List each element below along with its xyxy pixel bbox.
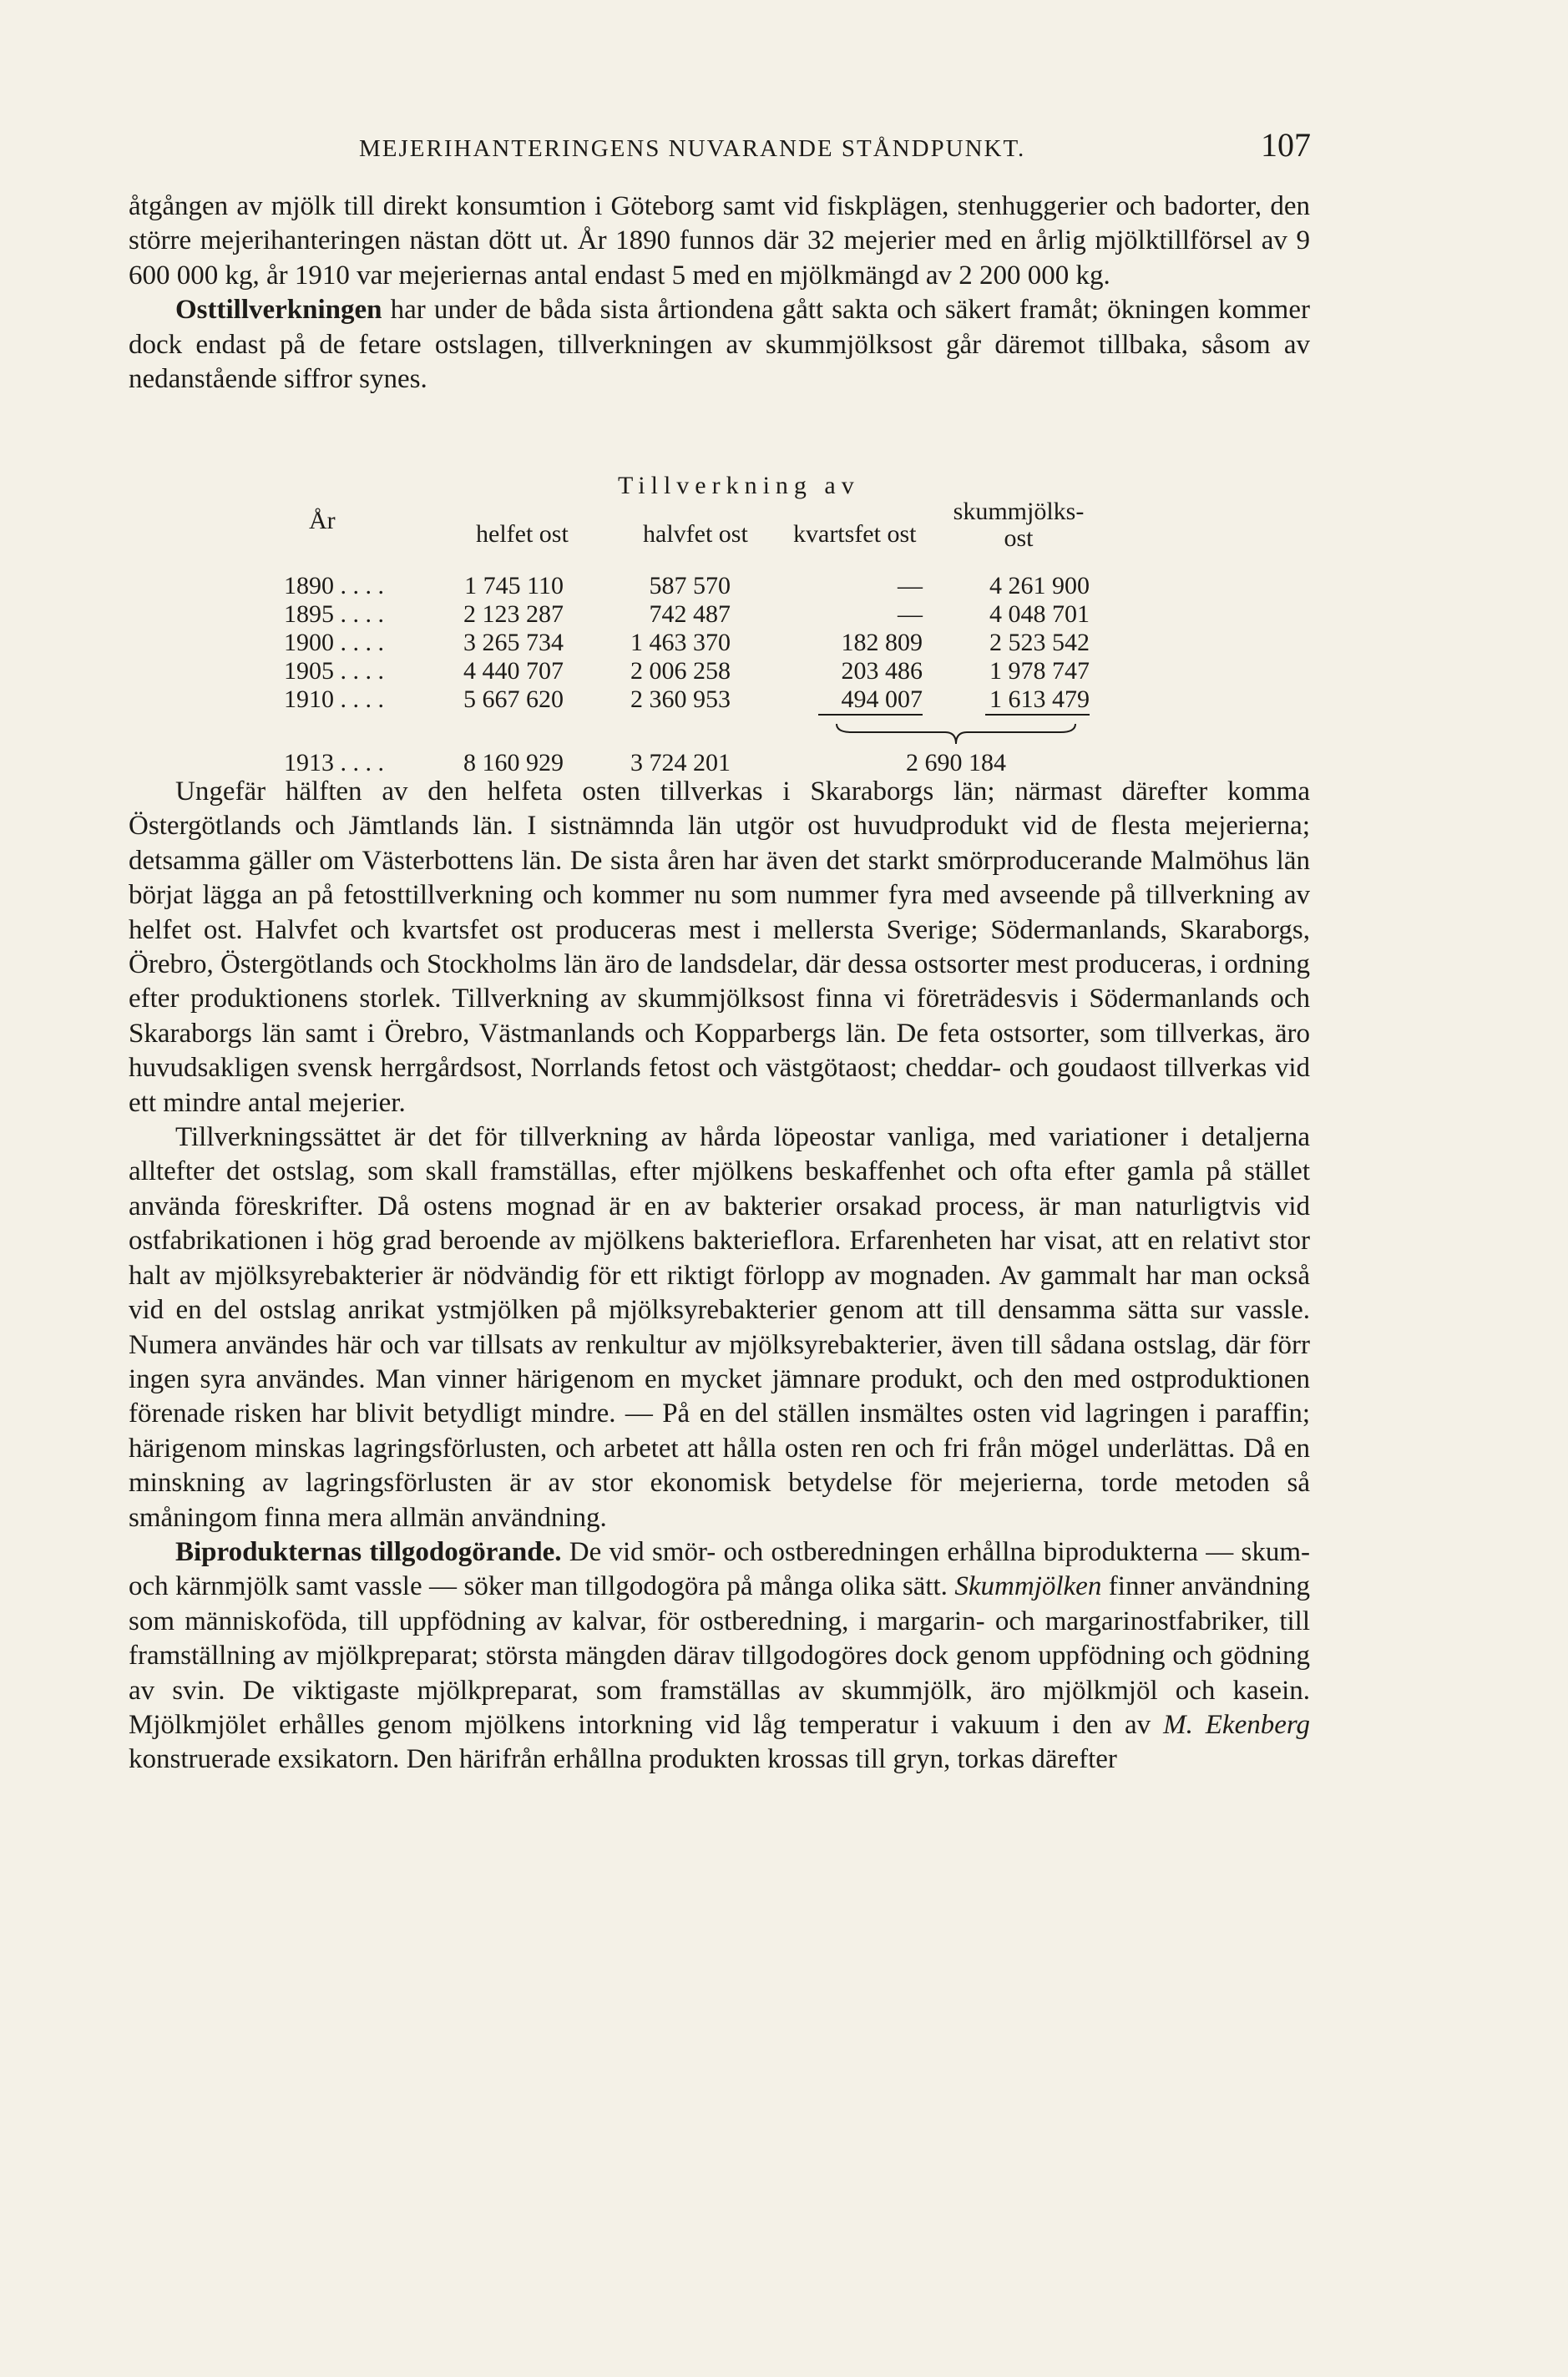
row-year: 1910 . . . . (284, 685, 384, 713)
cell-helfet: 8 160 929 (463, 749, 564, 776)
col-header-helfet: helfet ost (476, 520, 569, 548)
running-title: MEJERIHANTERINGENS NUVARANDE STÅNDPUNKT. (359, 135, 1026, 162)
table-group-title: Tillverkning av (618, 472, 860, 499)
cell-kvartsfet: 182 809 (841, 629, 923, 656)
text-block-top (129, 190, 1310, 397)
cell-helfet: 3 265 734 (463, 629, 564, 656)
row-year: 1890 . . . . (284, 572, 384, 599)
col-header-halvfet: halvfet ost (643, 520, 748, 548)
cell-halvfet: 1 463 370 (630, 629, 731, 656)
table-row (284, 572, 1136, 600)
cell-kvartsfet: — (898, 600, 923, 628)
row-year: 1900 . . . . (284, 629, 384, 656)
cell-halvfet: 2 360 953 (630, 685, 731, 713)
table-row (284, 600, 1136, 629)
paragraph (129, 293, 1310, 397)
paragraph-text: Ungefär hälften av den helfeta osten tillverkas i Skaraborgs län; närmast därefter komma Östergötlands och Jämtlands län. I sistnämnda län utgör ost huvudprodukt vid de flesta mejerierna; detsamma gäller om Västerbottens län. De sista åren har även det starkt smörproducerande Malmöhus län börjat lägga an på fetosttillverkning och kommer nu som nummer fyra med avseende på tillverkning av helfet ost. Halvfet och kvartsfet ost produceras mest i mellersta Sverige; Södermanlands, Skaraborgs, Örebro, Östergötlands och Stockholms län äro de landsdelar, där dessa ostsorter mest produceras, i ordning efter produktionens storlek. Tillverkning av skummjölksost finna vi företrädesvis i Södermanlands och Skaraborgs län samt i Örebro, Västmanlands och Kopparbergs län. De feta ostsorter, som tillverkas, äro huvudsakligen svensk herrgårdsost, Norrlands fetost och västgötaost; cheddar- och goudaost tillverkas vid ett mindre antal mejerier. (129, 776, 1310, 1118)
row-year: 1913 . . . . (284, 749, 384, 776)
cell-skum: 1 613 479 (989, 685, 1090, 713)
paragraph (129, 190, 1310, 293)
paragraph (129, 1120, 1310, 1535)
paragraph-lead: Osttillverkningen (175, 295, 382, 326)
row-year: 1895 . . . . (284, 600, 384, 628)
cell-skum: 4 048 701 (989, 600, 1090, 628)
cell-helfet: 1 745 110 (464, 572, 564, 599)
brace-icon (835, 722, 1077, 746)
paragraph (129, 775, 1310, 1120)
cell-skum: 1 978 747 (989, 657, 1090, 685)
cell-kvartsfet: 203 486 (841, 657, 923, 685)
col-header-line: skummjölks- (953, 498, 1085, 525)
cell-halvfet: 587 570 (649, 572, 731, 599)
page-number: 107 (1261, 126, 1311, 164)
paragraph-text: konstruerade exsikatorn. Den härifrån erhållna produkten krossas till gryn, torkas därefter (129, 1744, 1117, 1775)
paragraph (129, 1535, 1310, 1778)
cell-halvfet: 3 724 201 (630, 749, 731, 776)
underline (818, 714, 923, 716)
cell-kvartsfet: — (898, 572, 923, 599)
cell-helfet: 4 440 707 (463, 657, 564, 685)
col-header-line: ost (1004, 524, 1034, 552)
cell-helfet: 5 667 620 (463, 685, 564, 713)
production-table (284, 472, 1136, 781)
col-header-kvartsfet: kvartsfet ost (793, 520, 917, 548)
cell-kvartsfet: 494 007 (841, 685, 923, 713)
table-row (284, 749, 1136, 777)
underline (985, 714, 1090, 716)
cell-helfet: 2 123 287 (463, 600, 564, 628)
cell-skum: 2 523 542 (989, 629, 1090, 656)
paragraph-text: finner användning som människoföda, till uppfödning av kalvar, för ostberedning, i margarin- och margarinostfabriker, till framställning av mjölkpreparat; största mängden därav tillgodogöres dock genom uppfödning och gödning av svin. De viktigaste mjölkpreparat, som framställas av skummjölk, äro mjölkmjöl och kasein. Mjölkmjölet erhålles genom mjölkens intorkning vid låg temperatur i vakuum i den av (129, 1571, 1310, 1740)
paragraph-text: har under de båda sista årtiondena gått sakta och säkert framåt; ökningen kommer dock endast på de fetare ostslagen, tillverkningen av skummjölksost går däremot tillbaka, såsom av nedanstående siffror synes. (129, 295, 1310, 395)
page-header (359, 125, 1311, 164)
paragraph-text: Tillverkningssättet är det för tillverkning av hårda löpeostar vanliga, med variationer i detaljerna alltefter det ostslag, som skall framställas, efter mjölkens beskaffenhet och ofta efter gamla på stället använda föreskrifter. Då ostens mognad är en av bakterier orsakad process, är man naturligtvis vid ostfabrikationen i hög grad beroende av mjölkens bakterieflora. Erfarenheten har visat, att en relativt stor halt av mjölksyrebakterier är nödvändig för ett riktigt förlopp av mognaden. Av gammalt har man också vid en del ostslag anrikat ystmjölken på mjölksyrebakterier genom att till densamma sätta sur vassle. Numera användes här och var tillsats av renkultur av mjölksyrebakterier, även till sådana ostslag, där förr ingen syra användes. Man vinner härigenom en mycket jämnare produkt, och den med ostproduktionen förenade risken har blivit betydligt mindre. — På en del ställen insmältes osten vid lagringen i paraffin; härigenom minskas lagringsförlusten, och arbetet att hålla osten ren och fri från mögel underlättas. Då en minskning av lagringsförlusten är av stor ekonomisk betydelse för mejerierna, torde metoden så småningom finna mera allmän användning. (129, 1122, 1310, 1533)
table-row (284, 629, 1136, 657)
paragraph-text: åtgången av mjölk till direkt konsumtion i Göteborg samt vid fiskplägen, stenhuggerier och badorter, den större mejerihanteringen nästan dött ut. År 1890 funnos där 32 mejerier med en årlig mjölktillförsel av 9 600 000 kg, år 1910 var mejeriernas antal endast 5 med en mjölkmängd av 2 200 000 kg. (129, 191, 1310, 291)
row-year: 1905 . . . . (284, 657, 384, 685)
table-row (284, 657, 1136, 685)
cell-skum: 4 261 900 (989, 572, 1090, 599)
cell-halvfet: 742 487 (649, 600, 731, 628)
cell-halvfet: 2 006 258 (630, 657, 731, 685)
table-row (284, 685, 1136, 714)
italic-term: Skummjölken (954, 1571, 1102, 1602)
italic-name: M. Ekenberg (1163, 1709, 1310, 1740)
paragraph-lead: Biprodukternas tillgodogörande. (175, 1536, 562, 1567)
paragraph-text: De vid smör- och ostberedningen erhållna biprodukterna — skum- och kärnmjölk samt vassle — söker man tillgodogöra på många olika sätt. (129, 1536, 1311, 1602)
year-header: År (309, 507, 336, 534)
cell-combined: 2 690 184 (906, 749, 1006, 776)
text-block-bottom (129, 775, 1310, 1778)
col-header-skummjolksost (943, 498, 1094, 552)
